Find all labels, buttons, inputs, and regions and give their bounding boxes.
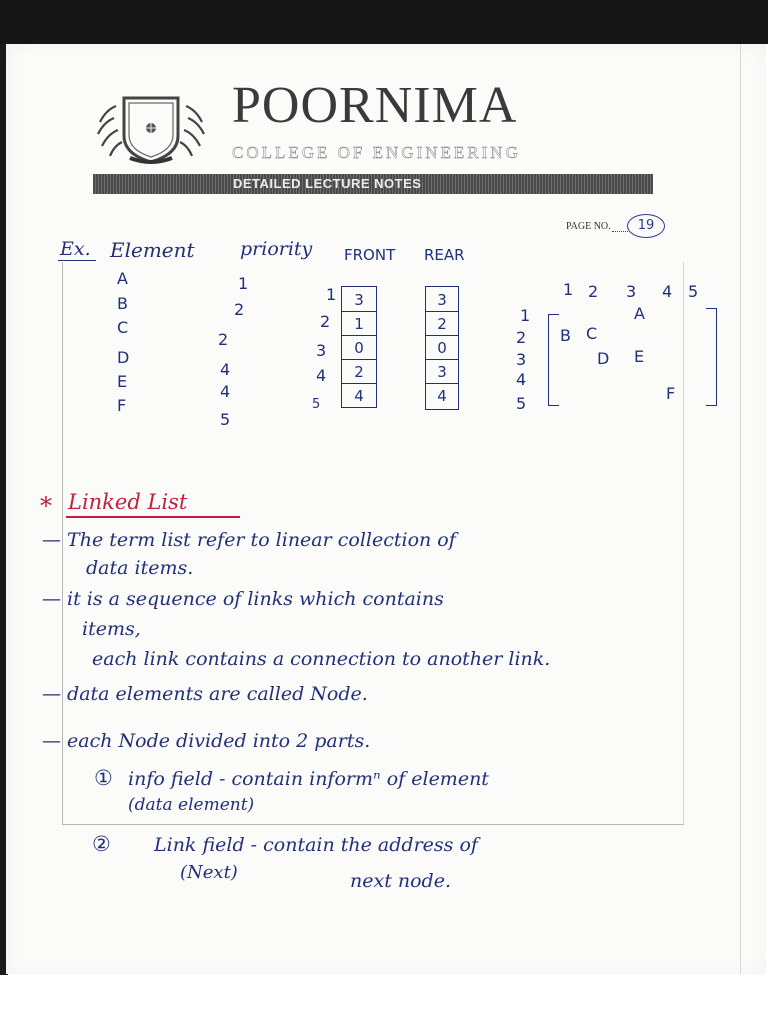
matrix-col-header: 2 bbox=[588, 282, 599, 301]
rear-value: 3 bbox=[437, 291, 447, 309]
cell-divider bbox=[426, 311, 458, 312]
rear-value: 4 bbox=[437, 387, 447, 405]
institution-subtitle-text: COLLEGE OF ENGINEERING bbox=[232, 143, 521, 162]
note-line: — The term list refer to linear collection of bbox=[42, 529, 456, 551]
matrix-row-header: 4 bbox=[516, 370, 527, 389]
matrix-entry: D bbox=[597, 349, 610, 368]
priority-cell: 5 bbox=[220, 410, 231, 429]
matrix-entry: A bbox=[634, 304, 645, 323]
element-cell: C bbox=[117, 318, 129, 337]
page-number-label: PAGE NO. bbox=[566, 221, 611, 232]
matrix-col-header: 1 bbox=[563, 280, 574, 299]
page-edge bbox=[740, 44, 741, 974]
matrix-row-header: 5 bbox=[516, 394, 527, 413]
matrix-right-bracket bbox=[706, 308, 717, 406]
queue-index: 4 bbox=[316, 366, 327, 385]
matrix-col-header: 3 bbox=[626, 282, 637, 301]
queue-index: 3 bbox=[316, 341, 327, 360]
priority-cell: 4 bbox=[220, 360, 231, 379]
matrix-entry: F bbox=[666, 384, 676, 403]
heading-underline bbox=[66, 516, 240, 518]
cell-divider bbox=[426, 383, 458, 384]
institution-subtitle bbox=[232, 144, 652, 161]
queue-index: 1 bbox=[326, 285, 337, 304]
matrix-row-header: 3 bbox=[516, 350, 527, 369]
matrix-entry: C bbox=[586, 324, 598, 343]
matrix-row-header: 1 bbox=[520, 306, 531, 325]
note-line: each link contains a connection to another link. bbox=[92, 648, 551, 670]
section-heading: Linked List bbox=[68, 490, 188, 514]
element-cell: D bbox=[117, 348, 130, 367]
scan-bottom-margin bbox=[0, 975, 768, 1024]
matrix-entry: E bbox=[634, 347, 645, 366]
priority-cell: 2 bbox=[234, 300, 245, 319]
heading-marker: * bbox=[40, 492, 52, 520]
cell-divider bbox=[342, 335, 376, 336]
note-line: — each Node divided into 2 parts. bbox=[42, 730, 371, 752]
rear-value: 0 bbox=[437, 339, 447, 357]
part-description: info field - contain informⁿ of element bbox=[128, 768, 489, 790]
cell-divider bbox=[342, 383, 376, 384]
page-number-dots bbox=[612, 231, 628, 232]
rear-value: 2 bbox=[437, 315, 447, 333]
cell-divider bbox=[342, 359, 376, 360]
rear-heading: REAR bbox=[424, 246, 465, 264]
front-value: 1 bbox=[354, 315, 364, 333]
cell-divider bbox=[426, 335, 458, 336]
element-cell: E bbox=[117, 372, 128, 391]
part-number: ① bbox=[94, 766, 113, 790]
matrix-row-header: 2 bbox=[516, 328, 527, 347]
cell-divider bbox=[426, 359, 458, 360]
page-number: 19 bbox=[627, 214, 665, 238]
part-description-sub: (data element) bbox=[128, 795, 255, 815]
matrix-left-bracket bbox=[548, 314, 559, 406]
front-array bbox=[341, 286, 377, 408]
front-value: 4 bbox=[354, 387, 364, 405]
priority-cell: 4 bbox=[220, 382, 231, 401]
example-label: Ex. bbox=[60, 238, 91, 260]
part-description: Link field - contain the address of bbox=[154, 834, 478, 856]
lecture-notes-label: DETAILED LECTURE NOTES bbox=[233, 176, 422, 191]
element-cell: B bbox=[117, 294, 128, 313]
rear-array bbox=[425, 286, 459, 410]
priority-cell: 1 bbox=[238, 274, 249, 293]
rear-value: 3 bbox=[437, 363, 447, 381]
part-description-sub: (Next) bbox=[180, 862, 238, 883]
front-heading: FRONT bbox=[344, 246, 396, 264]
example-underline bbox=[58, 260, 96, 261]
scan-top-border bbox=[0, 0, 768, 44]
element-cell: A bbox=[117, 269, 128, 288]
matrix-entry: B bbox=[560, 326, 571, 345]
front-value: 3 bbox=[354, 291, 364, 309]
priority-cell: 2 bbox=[218, 330, 229, 349]
note-line: items, bbox=[82, 618, 141, 640]
front-value: 2 bbox=[354, 363, 364, 381]
queue-index: 2 bbox=[320, 312, 331, 331]
institution-name: POORNIMA bbox=[232, 77, 518, 134]
note-line: data items. bbox=[86, 557, 194, 579]
matrix-col-header: 4 bbox=[662, 282, 673, 301]
element-heading: Element bbox=[110, 238, 195, 262]
note-line: — it is a sequence of links which contains bbox=[42, 588, 444, 610]
priority-heading: priority bbox=[240, 238, 313, 260]
queue-index: 5 bbox=[312, 397, 321, 412]
element-cell: F bbox=[117, 396, 127, 415]
note-line: — data elements are called Node. bbox=[42, 683, 368, 705]
front-value: 0 bbox=[354, 339, 364, 357]
matrix-col-header: 5 bbox=[688, 282, 699, 301]
cell-divider bbox=[342, 311, 376, 312]
college-logo bbox=[96, 92, 206, 168]
part-number: ② bbox=[92, 832, 111, 856]
part-description-sub: next node. bbox=[350, 870, 451, 892]
